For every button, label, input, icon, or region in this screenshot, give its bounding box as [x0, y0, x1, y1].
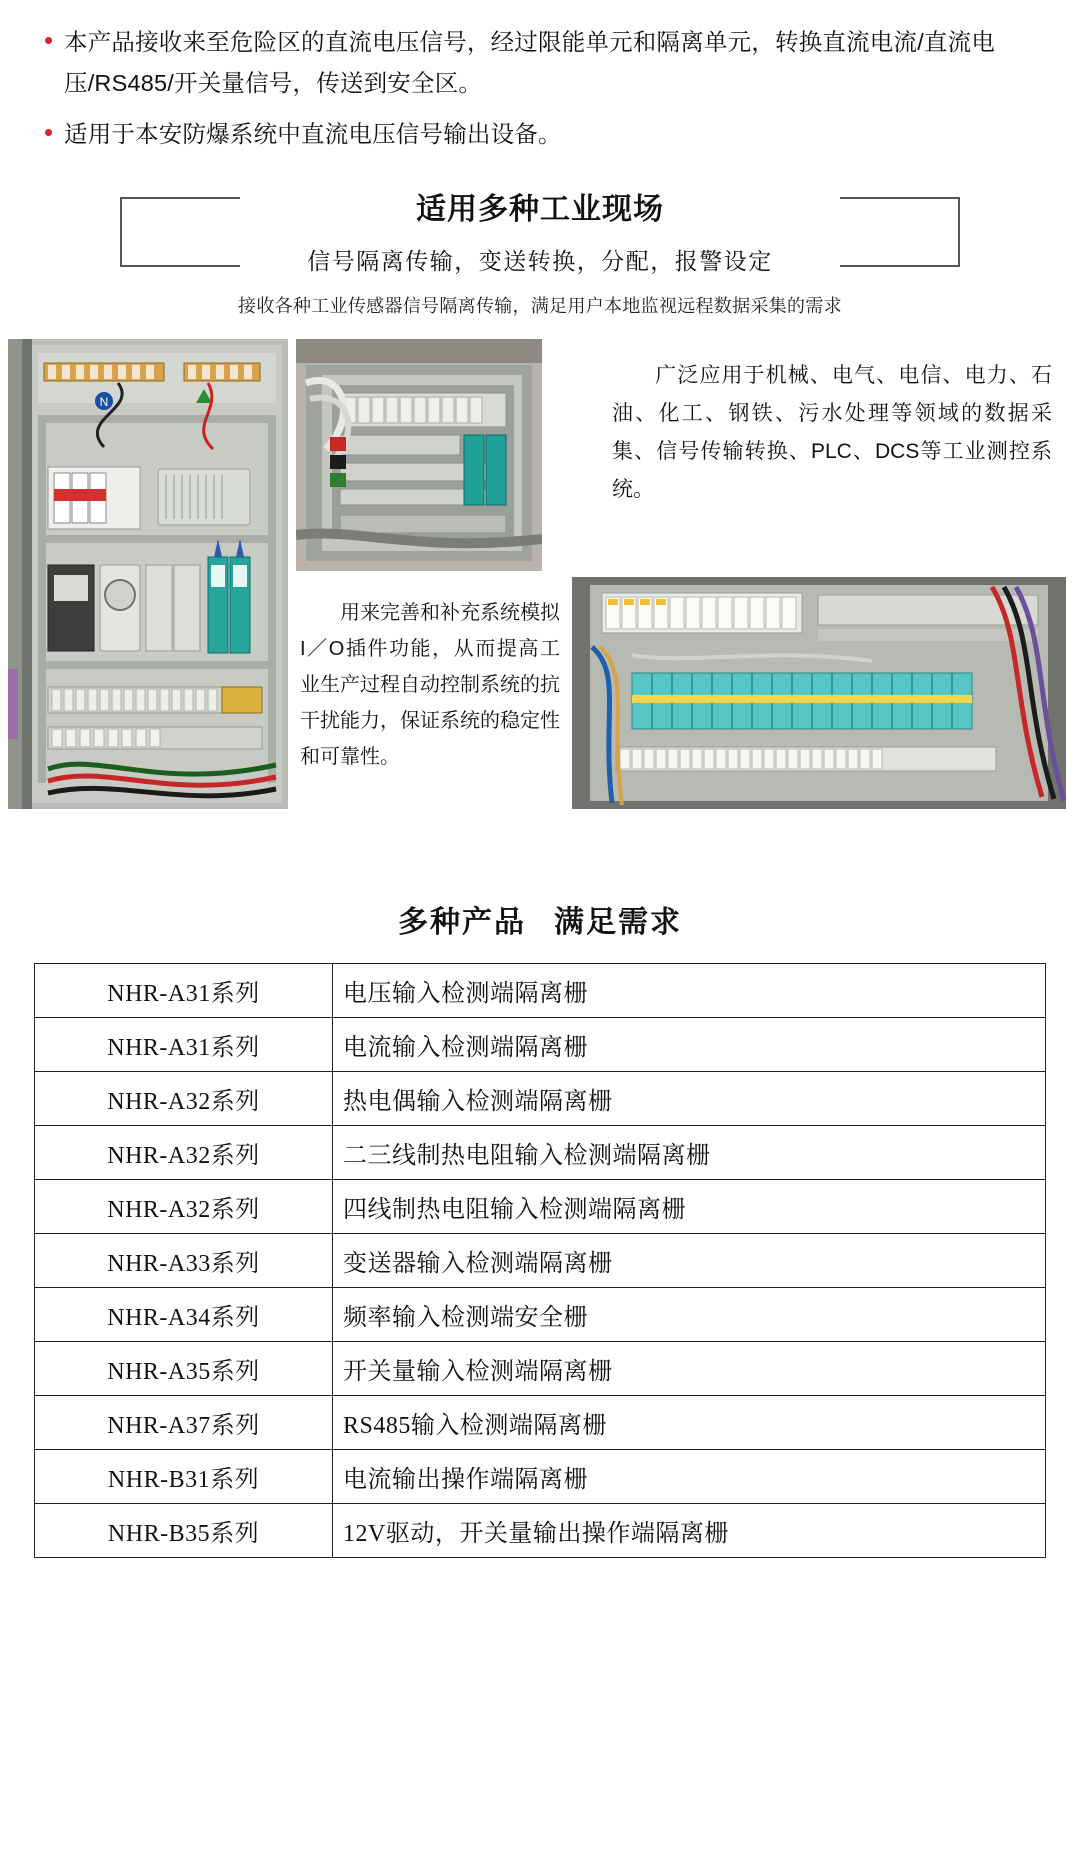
product-desc: RS485输入检测端隔离栅 [333, 1396, 1046, 1450]
intro-section [0, 0, 1080, 155]
table-row [35, 1288, 1046, 1342]
application-paragraph-middle-text: 用来完善和补充系统模拟I／O插件功能，从而提高工业生产过程自动控制系统的抗干扰能力，保证系统的稳定性和可靠性。 [300, 602, 560, 768]
product-model: NHR-A35系列 [35, 1342, 333, 1396]
product-model: NHR-A37系列 [35, 1396, 333, 1450]
bullet-dot-icon: • [44, 25, 54, 55]
bracket-title-inner [240, 187, 840, 281]
intro-bullet-1 [44, 22, 1040, 104]
product-desc: 电压输入检测端隔离栅 [333, 964, 1046, 1018]
distribution-box-photo [296, 339, 542, 571]
intro-bullet-2 [44, 114, 1040, 155]
table-row [35, 1126, 1046, 1180]
photo-gallery [0, 339, 1080, 849]
table-row [35, 1504, 1046, 1558]
product-model: NHR-A32系列 [35, 1180, 333, 1234]
table-row [35, 1342, 1046, 1396]
distribution-box-art [296, 339, 542, 571]
terminal-rail-art [572, 577, 1066, 809]
product-model: NHR-A32系列 [35, 1126, 333, 1180]
application-paragraph-right-text: 广泛应用于机械、电气、电信、电力、石油、化工、钢铁、污水处理等领域的数据采集、信号传输转换、PLC、DCS等工业测控系统。 [612, 364, 1052, 501]
table-row [35, 964, 1046, 1018]
products-heading-left: 多种产品 [398, 906, 526, 939]
bracket-right-decoration [840, 197, 960, 267]
product-model: NHR-B31系列 [35, 1450, 333, 1504]
product-desc: 四线制热电阻输入检测端隔离栅 [333, 1180, 1046, 1234]
product-model: NHR-A31系列 [35, 964, 333, 1018]
product-desc: 变送器输入检测端隔离栅 [333, 1234, 1046, 1288]
products-heading-right: 满足需求 [554, 906, 682, 939]
intro-bullet-1-text: 本产品接收来至危险区的直流电压信号，经过限能单元和隔离单元，转换直流电流/直流电压/RS485/开关量信号，传送到安全区。 [64, 29, 996, 96]
product-table-body [35, 964, 1046, 1558]
products-heading [0, 897, 1080, 941]
bracket-title-wrap [0, 187, 1080, 281]
product-model: NHR-A34系列 [35, 1288, 333, 1342]
control-cabinet-art [8, 339, 288, 809]
svg-text:N: N [99, 395, 109, 409]
section-subtitle: 信号隔离传输，变送转换，分配，报警设定 [307, 248, 773, 274]
table-row [35, 1018, 1046, 1072]
table-row [35, 1396, 1046, 1450]
terminal-rail-photo [572, 577, 1066, 809]
table-row [35, 1072, 1046, 1126]
table-row [35, 1234, 1046, 1288]
control-cabinet-photo [8, 339, 288, 809]
table-row [35, 1180, 1046, 1234]
product-model: NHR-A31系列 [35, 1018, 333, 1072]
product-desc: 电流输入检测端隔离栅 [333, 1018, 1046, 1072]
product-model: NHR-B35系列 [35, 1504, 333, 1558]
bracket-left-decoration [120, 197, 240, 267]
bullet-dot-icon: • [44, 117, 54, 147]
product-desc: 电流输出操作端隔离栅 [333, 1450, 1046, 1504]
product-desc: 二三线制热电阻输入检测端隔离栅 [333, 1126, 1046, 1180]
section-description: 接收各种工业传感器信号隔离传输，满足用户本地监视远程数据采集的需求 [238, 296, 842, 316]
application-section-header [0, 187, 1080, 321]
application-paragraph-middle [300, 595, 560, 775]
product-desc: 热电偶输入检测端隔离栅 [333, 1072, 1046, 1126]
product-desc: 12V驱动，开关量输出操作端隔离栅 [333, 1504, 1046, 1558]
table-row [35, 1450, 1046, 1504]
section-title: 适用多种工业现场 [416, 193, 664, 226]
product-desc: 频率输入检测端安全栅 [333, 1288, 1046, 1342]
product-model: NHR-A33系列 [35, 1234, 333, 1288]
product-model: NHR-A32系列 [35, 1072, 333, 1126]
product-desc: 开关量输入检测端隔离栅 [333, 1342, 1046, 1396]
product-table [34, 963, 1046, 1558]
application-paragraph-right [612, 357, 1052, 509]
intro-bullet-2-text: 适用于本安防爆系统中直流电压信号输出设备。 [64, 121, 562, 147]
